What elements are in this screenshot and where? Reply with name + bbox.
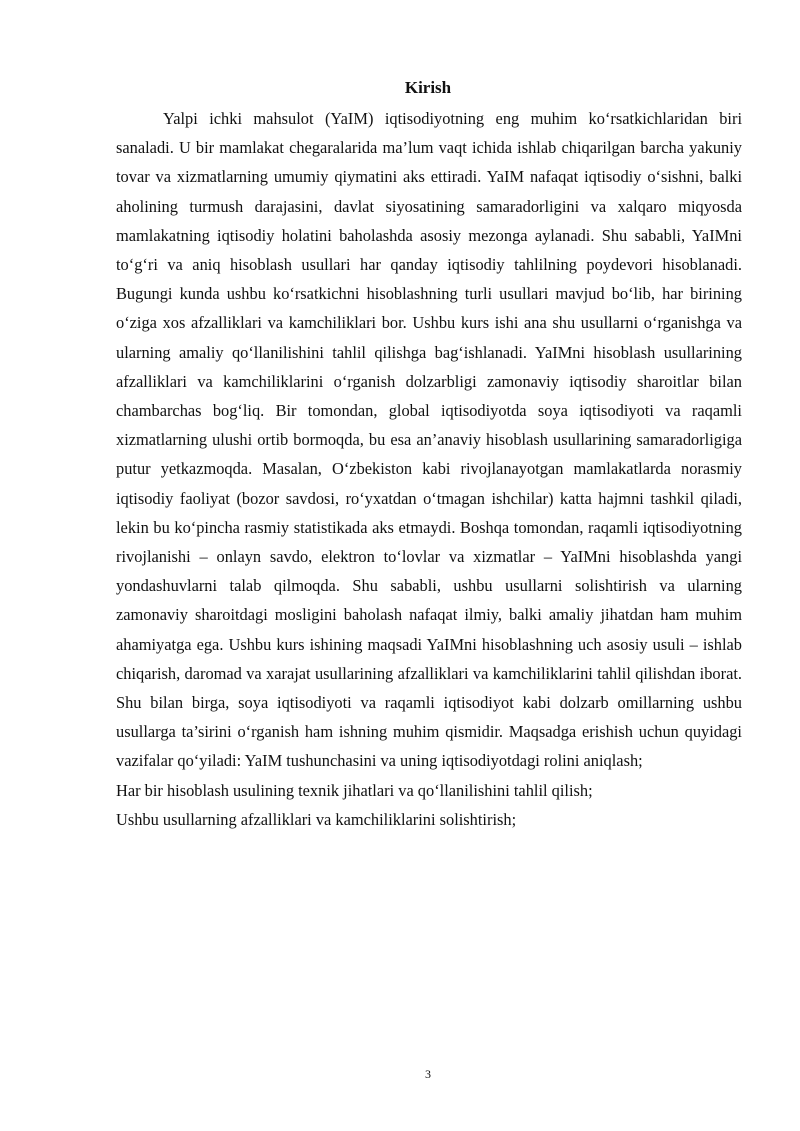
task-line-1: Har bir hisoblash usulining texnik jihatlari va qo‘llanilishini tahlil qilish; (116, 780, 593, 800)
page-number: 3 (425, 1067, 431, 1081)
section-title: Kirish (404, 78, 452, 97)
body-text (116, 104, 742, 834)
task-line-2: Ushbu usullarning afzalliklari va kamchiliklarini solishtirish; (116, 809, 517, 829)
intro-paragraph: Yalpi ichki mahsulot (YaIM) iqtisodiyotning eng muhim ko‘rsatkichlaridan biri sanaladi. U bir mamlakat chegaralarida ma’lum vaqt ichida ishlab chiqarilgan barcha yakuniy tovar va xizmatlarning umumiy qiymatini aks ettiradi. YaIM nafaqat iqtisodiy o‘sishni, balki aholining turmush darajasini, davlat siyosatining samaradorligini va xalqaro miqyosda mamlakatning iqtisodiy holatini baholashda asosiy mezonga aylanadi. Shu sababli, YaIMni to‘g‘ri va aniq hisoblash usullari har qanday iqtisodiy tahlilning poydevori hisoblanadi. Bugungi kunda ushbu ko‘rsatkichni hisoblashning turli usullari mavjud bo‘lib, har birining o‘ziga xos afzalliklari va kamchiliklari bor. Ushbu kurs ishi ana shu usullarni o‘rganishga va ularning amaliy qo‘llanilishini tahlil qilishga bag‘ishlanadi. YaIMni hisoblash usullarining afzalliklari va kamchiliklarini o‘rganish dolzarbligi zamonaviy iqtisodiy sharoitlar bilan chambarchas bog‘liq. Bir tomondan, global iqtisodiyotda soya iqtisodiyoti va raqamli xizmatlarning ulushi ortib bormoqda, bu esa an’anaviy hisoblash usullarining samaradorligiga putur yetkazmoqda. Masalan, O‘zbekiston kabi rivojlanayotgan mamlakatlarda norasmiy iqtisodiy faoliyat (bozor savdosi, ro‘yxatdan o‘tmagan ishchilar) katta hajmni tashkil qiladi, lekin bu ko‘pincha rasmiy statistikada aks etmaydi. Boshqa tomondan, raqamli iqtisodiyotning rivojlanishi – onlayn savdo, elektron to‘lovlar va xizmatlar – YaIMni hisoblashda yangi yondashuvlarni talab qilmoqda. Shu sababli, ushbu usullarni solishtirish va ularning zamonaviy sharoitdagi mosligini baholash nafaqat ilmiy, balki amaliy jihatdan ham muhim ahamiyatga ega. Ushbu kurs ishining maqsadi YaIMni hisoblashning uch asosiy usuli – ishlab chiqarish, daromad va xarajat usullarining afzalliklari va kamchiliklarini tahlil qilishdan iborat. Shu bilan birga, soya iqtisodiyoti va raqamli iqtisodiyot kabi dolzarb omillarning ushbu usullarga ta’sirini o‘rganish ham ishning muhim qismidir. Maqsadga erishish uchun quyidagi vazifalar qo‘yiladi: YaIM tushunchasini va uning iqtisodiyotdagi rolini aniqlash; (116, 109, 742, 771)
